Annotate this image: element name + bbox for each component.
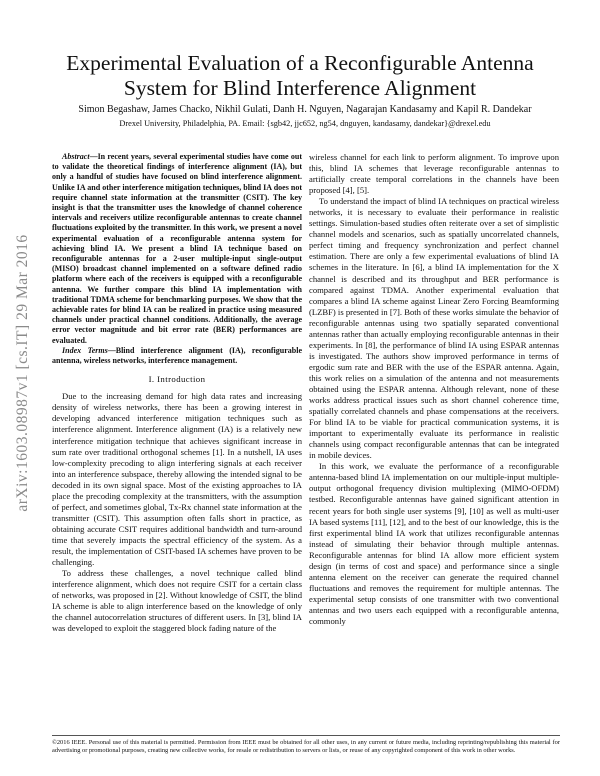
intro-paragraph-4: To understand the impact of blind IA techniques on practical wireless networks, it is necessary to evaluate their performance in realistic settings. Simulation-based studies often reiterate over a set of simplistic channel models and scenarios, such as spatially uncorrelated channels, perfect timing and frequency synchronization and perfect channel estimation. There are only a few experimental evaluations of blind IA schemes in the literature. In [6], a blind IA implementation for the X channel is described and its throughput and BER performance is compared against TDMA. Another experimental evaluation that compares a blind IA scheme against Linear Zero Forcing Beamforming (LZBF) is presented in [7]. Both of these works simulate the behavior of reconfigurable antennas using two spatially separated conventional antennas rather than actually employing reconfigurable antennas in their experiments. In [8], the performance of blind IA using ESPAR antennas is investigated. The authors show improved performance in terms of ergodic sum rate and BER with the use of the ESPAR antenna. Again, this work relies on a simulation of the antenna and not measurements obtained using the ESPAR antenna. Although relevant, none of these works address practical issues such as short channel coherence time, spatially correlated channels and phase compensations at the receivers. For blind IA to be viable for practical communication systems, it is important to experimentally evaluate its performance in realistic channels using compact reconfigurable antennas that can be integrated in mobile devices. xyxy=(309,196,559,461)
abstract xyxy=(52,152,302,346)
arxiv-sidebar xyxy=(6,140,40,605)
abstract-text: —In recent years, several experimental studies have come out to validate the theoretical findings of interference alignment (IA), but only a handful of studies have focused on blind interference alignment. Unlike IA and other interference mitigation techniques, blind IA does not require channel state information at the transmitter (CSIT). The key insight is that the transmitter uses the knowledge of channel coherence intervals and receivers utilize reconfigurable antennas to create channel fluctuations exploited by the transmitter. In this work, we present a novel experimental evaluation of a reconfigurable antenna system for achieving blind IA. We present a blind IA technique based on reconfigurable antennas for a 2-user multiple-input single-output (MISO) broadcast channel implemented on a software defined radio platform where each of the receivers is equipped with a reconfigurable antenna. We further compare this blind IA implementation with traditional TDMA scheme for benchmarking purposes. We show that the achievable rates for blind IA can be realized in practice using measured channels under practical channel conditions. Additionally, the average error vector magnitude and bit error rate (BER) performances are evaluated. xyxy=(52,152,302,345)
copyright-footer: ©2016 IEEE. Personal use of this material is permitted. Permission from IEEE must be obtained for all other uses, in any current or future media, including reprinting/republishing this material for advertising or promotional purposes, creating new collective works, for resale or redistribution to servers or lists, or reuse of any copyrighted component of this work in other works. xyxy=(52,735,560,755)
arxiv-identifier: arXiv:1603.08987v1 [cs.IT] 29 Mar 2016 xyxy=(14,233,31,512)
index-terms xyxy=(52,346,302,366)
right-column xyxy=(309,152,559,627)
author-list: Simon Begashaw, James Chacko, Nikhil Gulati, Danh H. Nguyen, Nagarajan Kandasamy and Kapil R. Dandekar xyxy=(78,104,532,115)
intro-paragraph-3: wireless channel for each link to perform alignment. To improve upon this, blind IA schemes that leverage reconfigurable antennas to artificially create temporal correlations in the channels have been proposed [4], [5]. xyxy=(309,152,559,196)
index-terms-text: —Blind interference alignment (IA), reconfigurable antenna, wireless networks, interference management. xyxy=(52,345,302,366)
section-heading-introduction: I. Introduction xyxy=(148,374,206,385)
intro-paragraph-2: To address these challenges, a novel technique called blind interference alignment, which does not require CSIT for a certain class of networks, was proposed in [2]. Without knowledge of CSIT, the blind IA scheme is able to align interference based on the knowledge of only the channel autocorrelation structures of different users. In [3], blind IA was developed to exploit the staggered block fading nature of the xyxy=(52,568,302,634)
paper-title: Experimental Evaluation of a Reconfigurable Antenna System for Blind Interference Alignment xyxy=(66,51,534,100)
intro-paragraph-1: Due to the increasing demand for high data rates and increasing density of wireless networks, there has been a growing interest in developing advanced interference mitigation techniques such as interference alignment. Interference alignment (IA) is a relatively new interference mitigation technique that achieves significant increase in sum rate over traditional orthogonal schemes [1]. In a nutshell, IA uses low-complexity precoding to align interfering signals at each receiver into an interference subspace, thereby allowing the intended signal to be decoded in its own signal space. Most of the existing approaches to IA place the precoding complexity at the transmitters, with the assumption of perfect, and sometimes global, Tx-Rx channel state information at the transmitter (CSIT). This assumption often falls short in practice, as obtaining accurate CSIT requires additional bandwidth and turn-around time that severely impacts the spectral efficiency of the system. As a result, the implementation of CSIT-based IA schemes have proven to be challenging. xyxy=(52,391,302,568)
left-column xyxy=(52,152,302,634)
abstract-label: Abstract xyxy=(62,152,90,161)
index-terms-label: Index Terms xyxy=(62,345,108,355)
intro-paragraph-5: In this work, we evaluate the performance of a reconfigurable antenna-based blind IA implementation on our multiple-input multiple-output orthogonal frequency division multiplexing (MIMO-OFDM) testbed. Reconfigurable antennas have gained significant attention in recent years for both single user systems [9], [10] as well as multi-user IA based systems [11], [12], and to the best of our knowledge, this is the first experimental blind IA work that utilizes reconfigurable antennas instead of simulating their behavior through multiple antennas. Reconfigurable antennas for blind IA allow more efficient system design (in terms of cost and space) and performance since a single antenna element on the receiver can generate the required channel fluctuations and removes the requirement for multiple antennas. The experimental setup consists of one transmitter with two conventional antennas and two users each equipped with a reconfigurable antenna, commonly xyxy=(309,461,559,626)
affiliation: Drexel University, Philadelphia, PA. Email: {sgb42, jjc652, ng54, dnguyen, kandasamy, dandekar}@drexel.edu xyxy=(119,119,491,128)
